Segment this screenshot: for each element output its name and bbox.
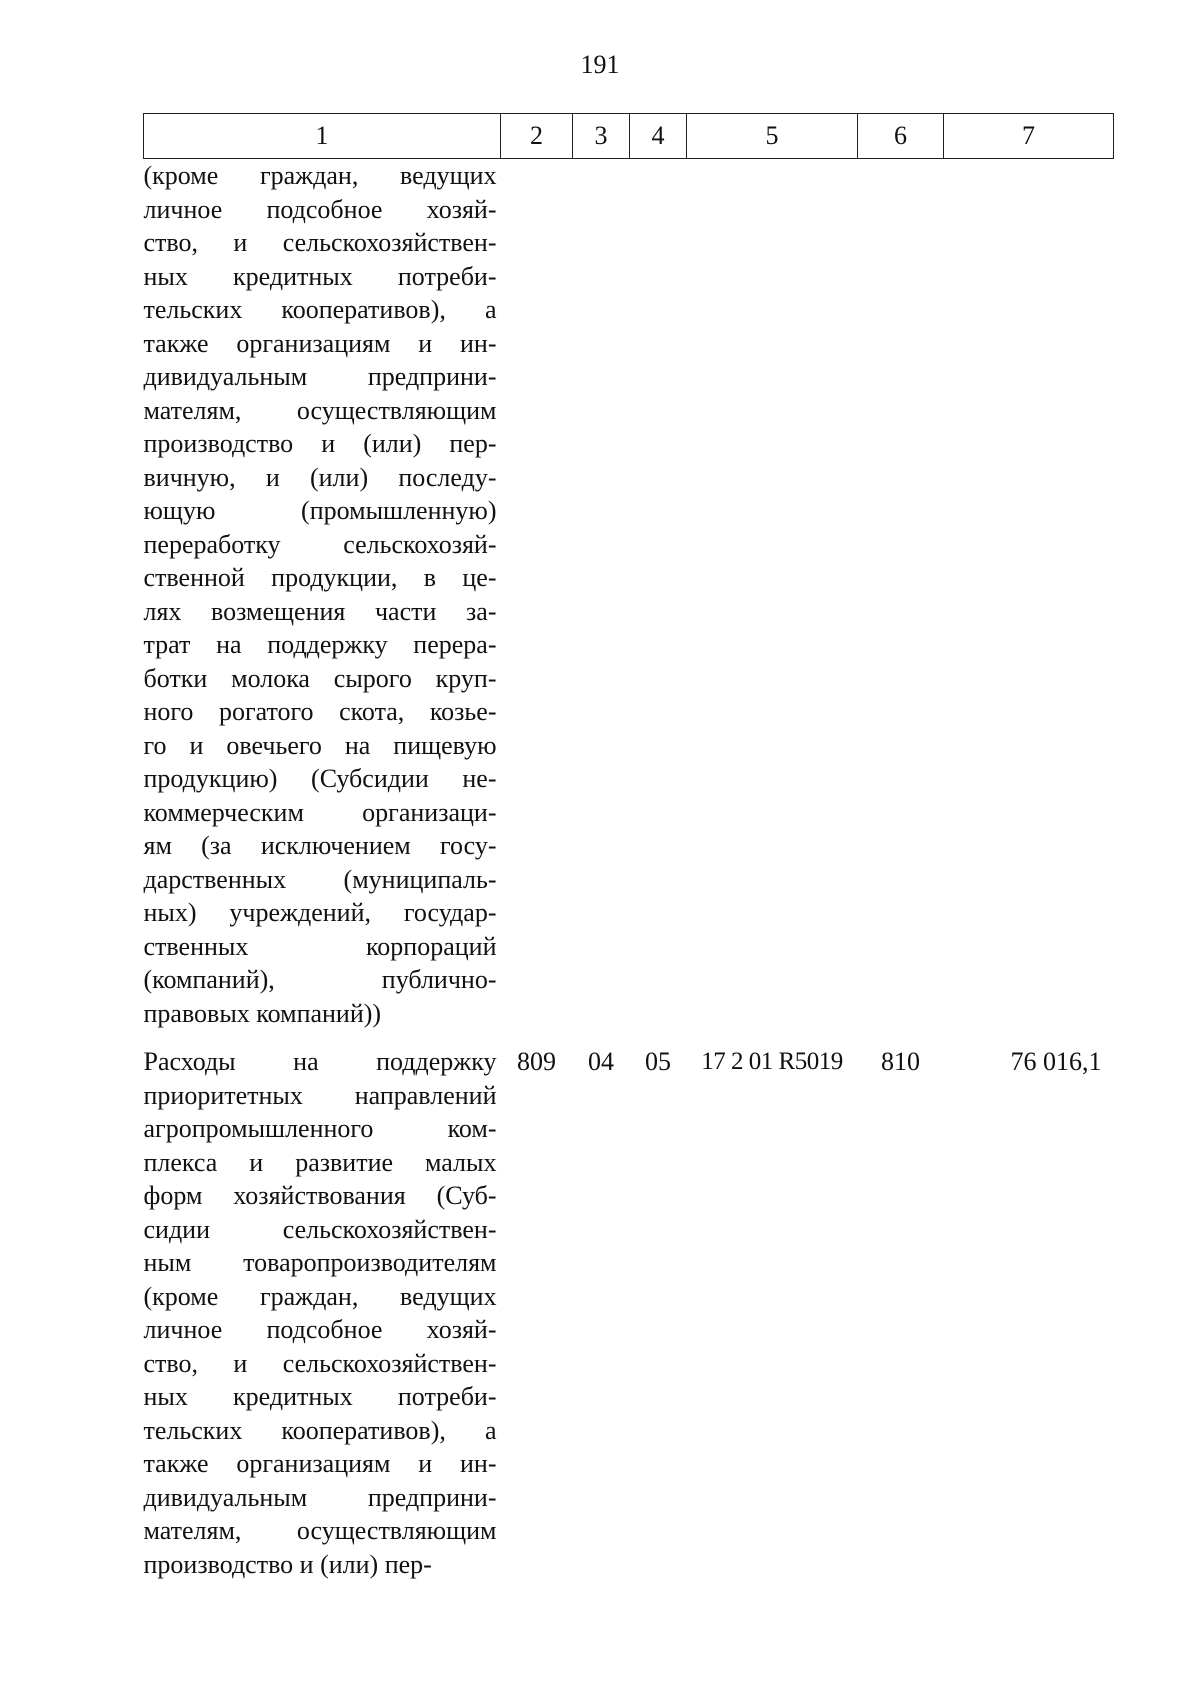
description-line: ных кредитных потреби-: [143, 1382, 497, 1411]
header-col-1: 1: [144, 114, 501, 159]
header-col-7: 7: [944, 114, 1114, 159]
row-section-code: [573, 159, 630, 1031]
description-line: агропромышленного ком-: [143, 1114, 497, 1143]
header-col-4: 4: [630, 114, 687, 159]
description-line: дарственных (муниципаль-: [143, 864, 497, 894]
description-line: ям (за исключением госу-: [143, 831, 497, 860]
description-line: производство и (или) пер-: [143, 429, 497, 458]
row-section-code: 04: [588, 1047, 614, 1076]
description-line: плекса и развитие малых: [143, 1147, 497, 1177]
description-line: (кроме граждан, ведущих: [143, 161, 497, 190]
row-expense-type: 810: [881, 1047, 920, 1076]
description-line: ных кредитных потреби-: [143, 261, 497, 291]
description-line: производство и (или) пер-: [143, 1549, 432, 1579]
description-line: трат на поддержку перера-: [143, 630, 497, 659]
description-line: дивидуальным предприни-: [143, 362, 497, 391]
description-line: коммерческим организаци-: [143, 797, 497, 827]
description-line: Расходы на поддержку: [143, 1047, 497, 1076]
row-description: [144, 1030, 501, 1581]
row-description: [144, 159, 501, 1031]
description-line: ным товаропроизводителям: [143, 1248, 497, 1277]
description-line: форм хозяйствования (Суб-: [143, 1181, 497, 1210]
description-line: тельских кооперативов), а: [143, 1415, 497, 1445]
description-line: также организациям и ин-: [143, 1449, 497, 1478]
header-row: [144, 114, 1114, 159]
description-line: вичную, и (или) последу-: [143, 462, 497, 492]
row-ministry-code: 809: [517, 1047, 556, 1076]
description-line: также организациям и ин-: [143, 328, 497, 358]
row-subsection-code: 05: [645, 1047, 671, 1076]
header-col-6: 6: [858, 114, 944, 159]
table-row: [144, 159, 1114, 1031]
description-line: личное подсобное хозяй-: [143, 1315, 497, 1344]
row-target-article: [687, 159, 858, 1031]
description-line: ных) учреждений, государ-: [143, 898, 497, 927]
description-line: продукцию) (Субсидии не-: [143, 764, 497, 793]
description-line: (кроме граждан, ведущих: [143, 1281, 497, 1311]
table-header: [144, 114, 1114, 159]
description-line: ботки молока сырого круп-: [143, 663, 497, 693]
row-target-article: 17 2 01 R5019: [701, 1048, 843, 1075]
description-line: ющую (промышленную): [143, 496, 497, 525]
row-subsection-code: [630, 159, 687, 1031]
description-line: мателям, осуществляющим: [143, 395, 497, 425]
row-expense-type: [858, 159, 944, 1031]
page-number: 191: [580, 50, 620, 79]
description-line: дивидуальным предприни-: [143, 1482, 497, 1512]
description-line: лях возмещения части за-: [143, 596, 497, 626]
row-amount: [944, 159, 1114, 1031]
description-line: сидии сельскохозяйствен-: [143, 1214, 497, 1244]
table-body: [144, 159, 1114, 1582]
description-line: приоритетных направлений: [143, 1080, 497, 1110]
description-line: переработку сельскохозяй-: [143, 529, 497, 559]
description-line: личное подсобное хозяй-: [143, 194, 497, 224]
description-line: ство, и сельскохозяйствен-: [143, 228, 497, 257]
table-row: [144, 1030, 1114, 1581]
description-line: го и овечьего на пищевую: [143, 730, 497, 760]
header-col-3: 3: [573, 114, 630, 159]
description-line: тельских кооперативов), а: [143, 295, 497, 324]
header-col-2: 2: [501, 114, 573, 159]
row-ministry-code: [501, 159, 573, 1031]
description-line: правовых компаний)): [143, 998, 382, 1028]
description-line: ственных корпораций: [143, 931, 497, 961]
description-line: ство, и сельскохозяйствен-: [143, 1348, 497, 1378]
row-amount: 76 016,1: [1010, 1047, 1102, 1076]
description-line: (компаний), публично-: [143, 965, 497, 994]
description-line: ного рогатого скота, козье-: [143, 697, 497, 726]
budget-table: [143, 113, 1114, 1581]
header-col-5: 5: [687, 114, 858, 159]
description-line: ственной продукции, в це-: [143, 563, 497, 592]
description-line: мателям, осуществляющим: [143, 1516, 497, 1545]
